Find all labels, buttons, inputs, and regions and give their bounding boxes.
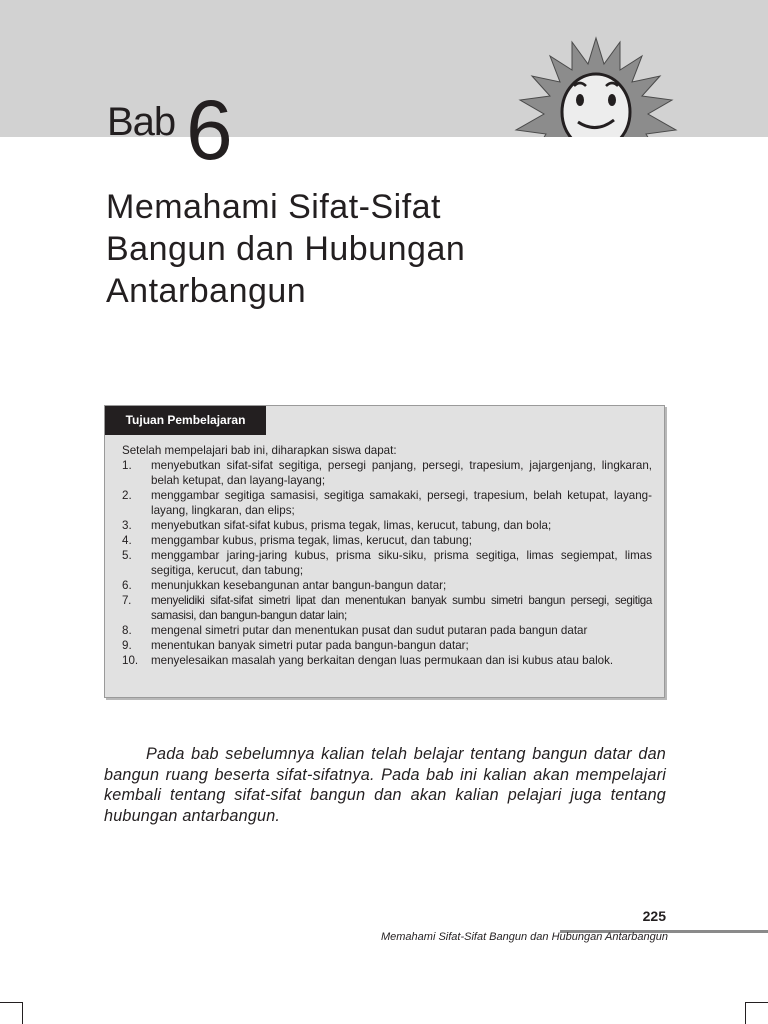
objectives-list bbox=[122, 458, 652, 668]
chapter-title bbox=[106, 186, 626, 312]
running-footer: Memahami Sifat-Sifat Bangun dan Hubungan Antarbangun bbox=[380, 931, 668, 943]
item-text: menggambar kubus, prisma tegak, limas, kerucut, dan tabung; bbox=[151, 534, 472, 547]
chapter-intro-paragraph: Pada bab sebelumnya kalian telah belajar tentang bangun datar dan bangun ruang beserta sifat-sifatnya. Pada bab ini kalian akan mempelajari kembali tentang sifat-sifat bangun dan akan kalian pelajari juga tentang hubungan antarbangun. bbox=[104, 745, 666, 825]
objectives-heading: Tujuan Pembelajaran bbox=[105, 406, 266, 435]
crop-mark bbox=[0, 1002, 22, 1003]
list-item bbox=[122, 533, 652, 548]
list-item bbox=[122, 638, 652, 653]
page-number: 225 bbox=[642, 908, 666, 924]
learning-objectives-box bbox=[104, 405, 665, 698]
item-number: 4. bbox=[122, 534, 132, 547]
item-number: 2. bbox=[122, 489, 132, 502]
list-item bbox=[122, 578, 652, 593]
item-number: 10. bbox=[122, 654, 139, 667]
item-number: 8. bbox=[122, 624, 132, 637]
item-text: mengenal simetri putar dan menentukan pusat dan sudut putaran pada bangun datar bbox=[151, 624, 588, 637]
crop-mark bbox=[745, 1002, 746, 1024]
item-number: 5. bbox=[122, 549, 132, 562]
chapter-label: Bab bbox=[107, 100, 176, 144]
item-text: menentukan banyak simetri putar pada bangun-bangun datar; bbox=[151, 639, 469, 652]
item-number: 1. bbox=[122, 459, 132, 472]
list-item bbox=[122, 518, 652, 533]
item-text: menyebutkan sifat-sifat segitiga, persegi panjang, persegi, trapesium, jajargenjang, lingkaran, belah ketupat, dan layang-layang; bbox=[151, 459, 652, 487]
item-text: menunjukkan kesebangunan antar bangun-bangun datar; bbox=[151, 579, 447, 592]
crop-mark bbox=[22, 1002, 23, 1024]
list-item bbox=[122, 623, 652, 638]
list-item bbox=[122, 593, 652, 623]
chapter-title-line: Memahami Sifat-Sifat bbox=[106, 188, 441, 226]
chapter-number: 6 bbox=[186, 83, 233, 177]
item-number: 7. bbox=[122, 594, 131, 607]
item-number: 9. bbox=[122, 639, 132, 652]
list-item bbox=[122, 488, 652, 518]
item-number: 3. bbox=[122, 519, 132, 532]
item-text: menyebutkan sifat-sifat kubus, prisma tegak, limas, kerucut, tabung, dan bola; bbox=[151, 519, 552, 532]
list-item bbox=[122, 458, 652, 488]
objectives-intro: Setelah mempelajari bab ini, diharapkan siswa dapat: bbox=[122, 444, 397, 457]
item-number: 6. bbox=[122, 579, 132, 592]
list-item bbox=[122, 653, 652, 668]
item-text: menyelidiki sifat-sifat simetri lipat dan menentukan banyak sumbu simetri bangun persegi, segitiga samasisi, dan bangun-bangun datar lain; bbox=[151, 594, 652, 622]
item-text: menyelesaikan masalah yang berkaitan dengan luas permukaan dan isi kubus atau balok. bbox=[151, 654, 614, 667]
chapter-title-line: Bangun dan Hubungan bbox=[106, 230, 466, 268]
list-item bbox=[122, 548, 652, 578]
item-text: menggambar jaring-jaring kubus, prisma siku-siku, prisma segitiga, limas segiempat, limas segitiga, kerucut, dan tabung; bbox=[151, 549, 652, 577]
item-text: menggambar segitiga samasisi, segitiga samakaki, persegi, trapesium, belah ketupat, layang-layang, lingkaran, dan elips; bbox=[151, 489, 652, 517]
chapter-title-line: Antarbangun bbox=[106, 272, 307, 310]
smiling-sun-icon bbox=[508, 34, 684, 137]
crop-mark bbox=[746, 1002, 768, 1003]
